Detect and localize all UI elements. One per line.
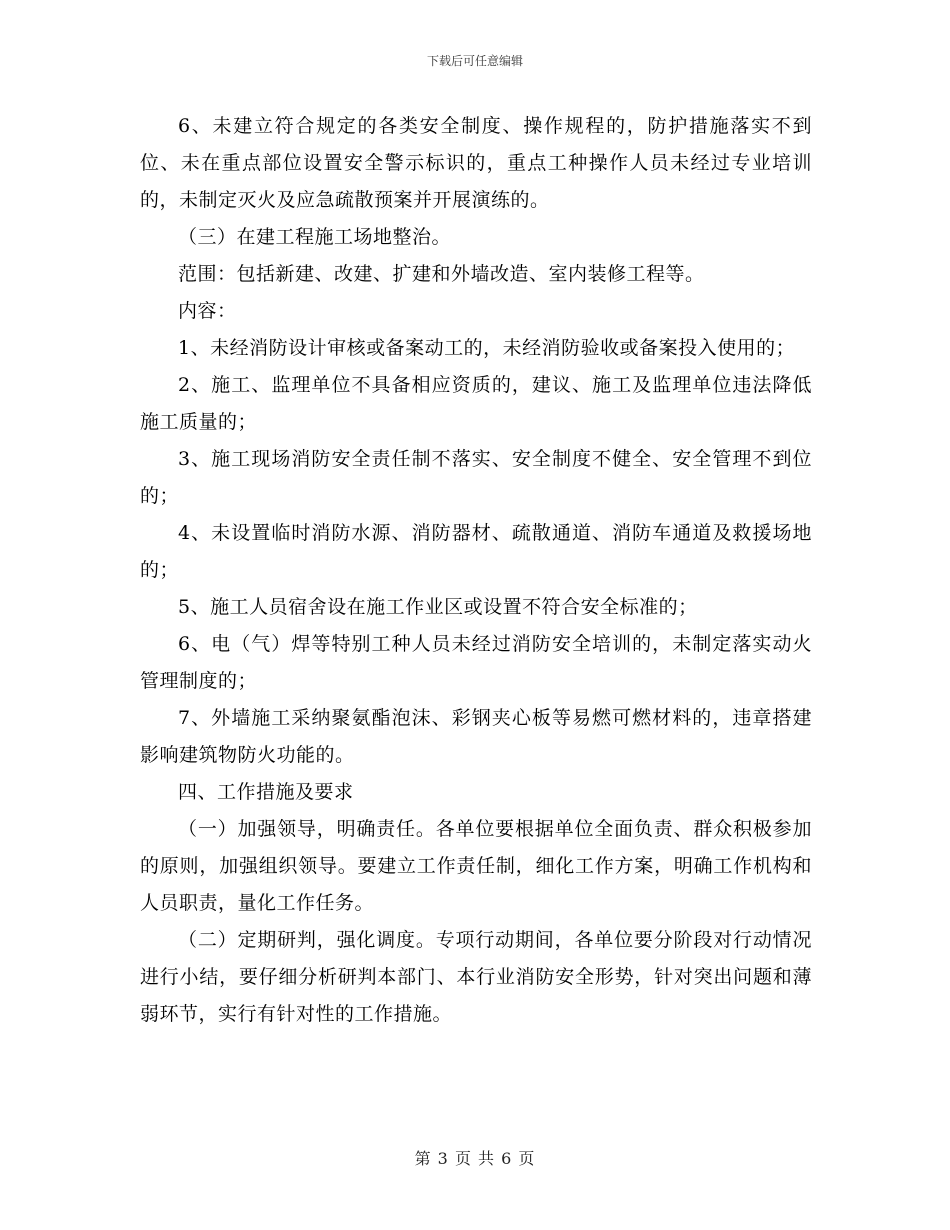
paragraph-item-6-safety-systems: 6、未建立符合规定的各类安全制度、操作规程的，防护措施落实不到位、未在重点部位设置安全警示标识的，重点工种操作人员未经过专业培训的，未制定灭火及应急疏散预案并开展演练的。 bbox=[140, 115, 812, 211]
paragraph-item-7: 7、外墙施工采纳聚氨酯泡沫、彩钢夹心板等易燃可燃材料的，违章搭建影响建筑物防火功能的。 bbox=[140, 707, 812, 766]
document-body bbox=[140, 108, 812, 1033]
paragraph-item-4: 4、未设置临时消防水源、消防器材、疏散通道、消防车通道及救援场地的； bbox=[140, 522, 812, 581]
paragraph-section-3-heading: （三）在建工程施工场地整治。 bbox=[178, 226, 452, 248]
paragraph-content-label: 内容： bbox=[178, 300, 237, 322]
paragraph-item-6-welding: 6、电（气）焊等特别工种人员未经过消防安全培训的，未制定落实动火管理制度的； bbox=[140, 633, 812, 692]
paragraph-item-1: 1、未经消防设计审核或备案动工的，未经消防验收或备案投入使用的； bbox=[178, 337, 796, 359]
paragraph-item-5: 5、施工人员宿舍设在施工作业区或设置不符合安全标准的； bbox=[178, 596, 698, 618]
paragraph-item-3: 3、施工现场消防安全责任制不落实、安全制度不健全、安全管理不到位的； bbox=[140, 448, 812, 507]
page-header: 下载后可任意编辑 bbox=[426, 54, 523, 68]
paragraph-measure-1: （一）加强领导，明确责任。各单位要根据单位全面负责、群众积极参加的原则，加强组织领导。要建立工作责任制，细化工作方案，明确工作机构和人员职责，量化工作任务。 bbox=[140, 818, 812, 914]
paragraph-scope: 范围：包括新建、改建、扩建和外墙改造、室内装修工程等。 bbox=[178, 263, 705, 285]
paragraph-measure-2: （二）定期研判，强化调度。专项行动期间，各单位要分阶段对行动情况进行小结，要仔细分析研判本部门、本行业消防安全形势，针对突出问题和薄弱环节，实行有针对性的工作措施。 bbox=[140, 929, 812, 1025]
page-number-footer: 第 3 页 共 6 页 bbox=[414, 1149, 536, 1168]
paragraph-section-4-heading: 四、工作措施及要求 bbox=[178, 781, 354, 803]
paragraph-item-2: 2、施工、监理单位不具备相应资质的，建议、施工及监理单位违法降低施工质量的； bbox=[140, 374, 812, 433]
